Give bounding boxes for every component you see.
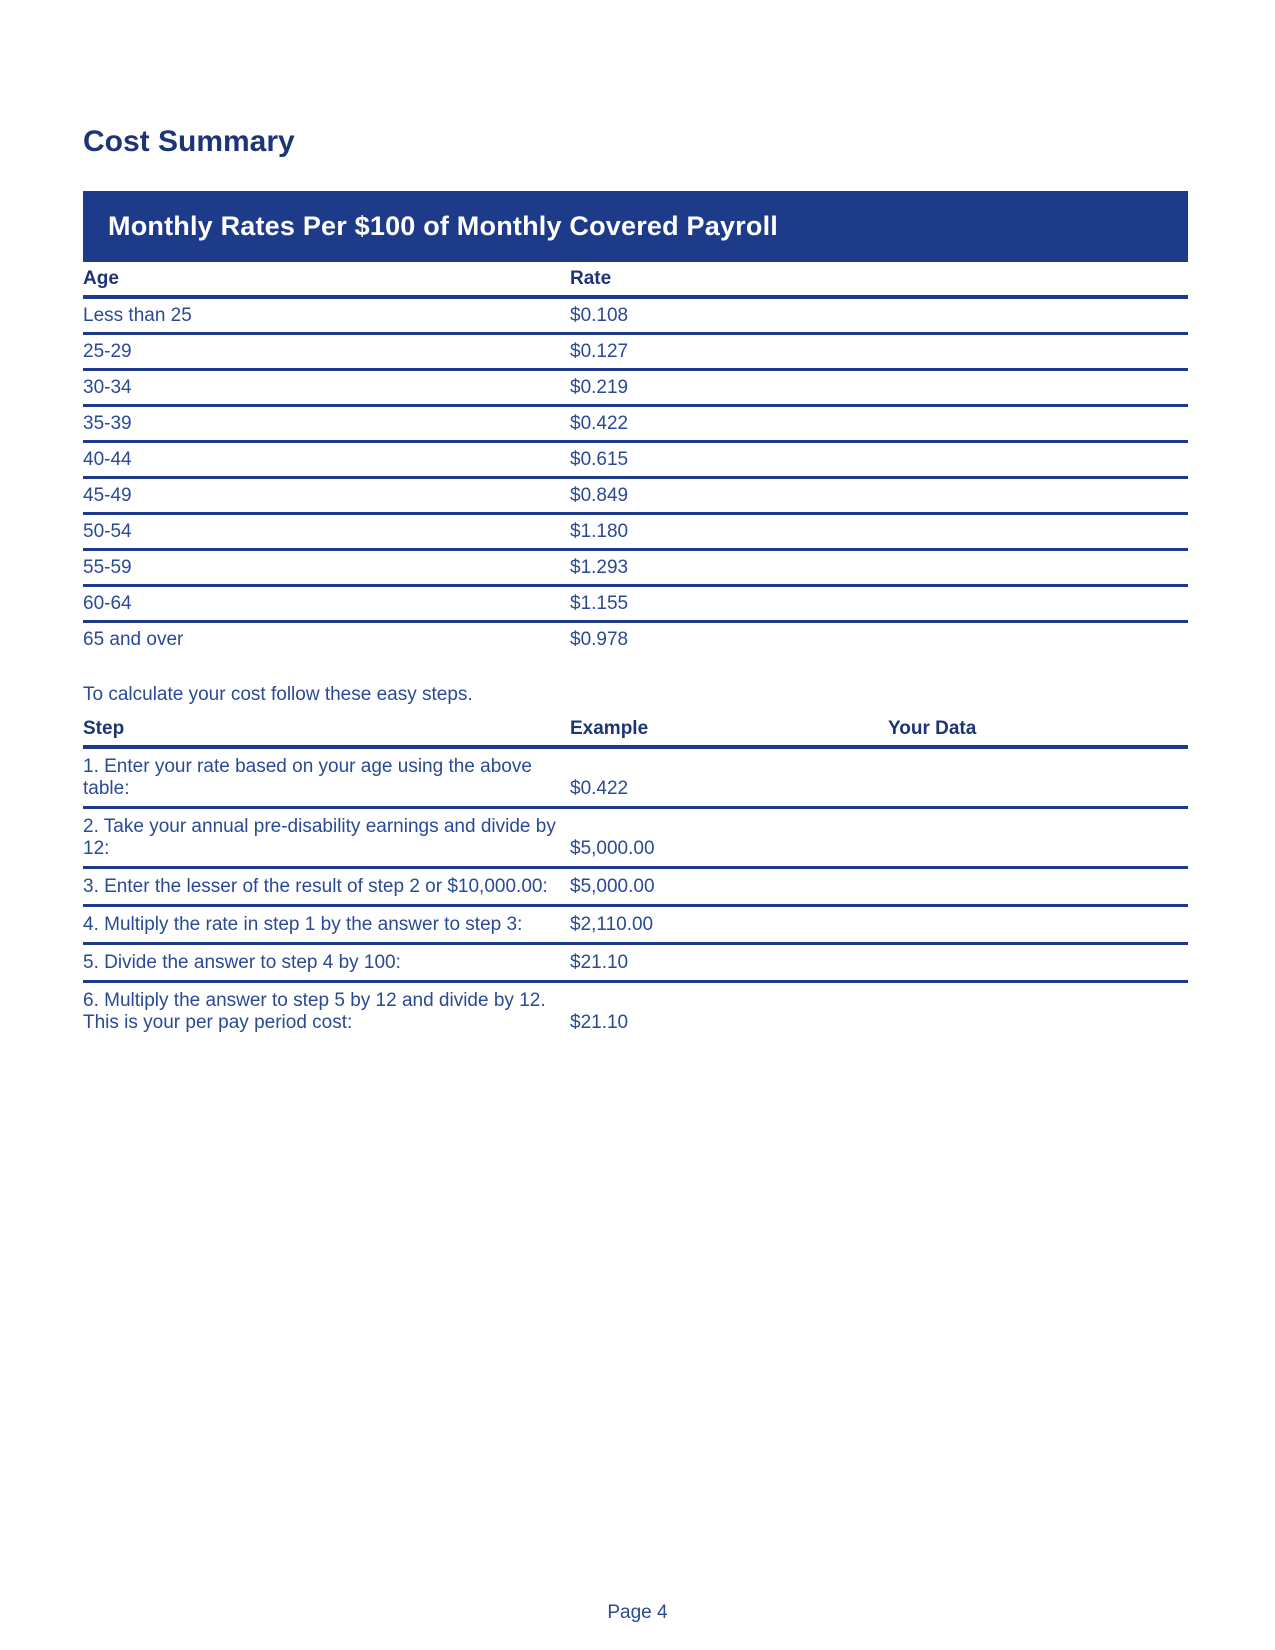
steps-header-row [83, 712, 1188, 747]
age-cell: 60-64 [83, 586, 570, 622]
rate-cell: $0.127 [570, 334, 1188, 370]
age-cell: 30-34 [83, 370, 570, 406]
steps-row [83, 982, 1188, 1041]
rates-row [83, 622, 1188, 657]
page-title: Cost Summary [83, 125, 295, 158]
rates-header-age: Age [83, 262, 570, 297]
steps-row [83, 747, 1188, 808]
rates-row [83, 442, 1188, 478]
rates-header-rate: Rate [570, 262, 1188, 297]
example-cell: $5,000.00 [570, 868, 888, 906]
age-cell: Less than 25 [83, 297, 570, 334]
rate-cell: $0.978 [570, 629, 629, 650]
rates-row [83, 297, 1188, 334]
rates-table [83, 262, 1188, 656]
rate-cell: $1.155 [570, 586, 1188, 622]
rate-cell: $0.219 [570, 370, 1188, 406]
example-cell: $21.10 [570, 944, 888, 982]
rates-row [83, 586, 1188, 622]
age-cell: 65 and over [83, 629, 184, 650]
your-data-cell [888, 944, 1188, 982]
your-data-cell [888, 808, 1188, 868]
rates-header-row [83, 262, 1188, 297]
rate-cell: $0.108 [570, 297, 1188, 334]
rate-cell: $1.180 [570, 514, 1188, 550]
steps-row [83, 944, 1188, 982]
rates-row [83, 478, 1188, 514]
age-cell: 40-44 [83, 442, 570, 478]
steps-row [83, 808, 1188, 868]
your-data-cell [888, 868, 1188, 906]
step-cell: 5. Divide the answer to step 4 by 100: [83, 944, 570, 982]
steps-row [83, 906, 1188, 944]
rates-banner [83, 191, 1188, 262]
steps-header-your-data: Your Data [888, 712, 1188, 747]
rates-row [83, 334, 1188, 370]
steps-header-step: Step [83, 712, 570, 747]
rate-cell: $0.422 [570, 406, 1188, 442]
age-cell: 25-29 [83, 334, 570, 370]
age-cell: 50-54 [83, 514, 570, 550]
example-cell: $5,000.00 [570, 808, 888, 868]
steps-row [83, 868, 1188, 906]
age-cell: 35-39 [83, 406, 570, 442]
rates-banner-title: Monthly Rates Per $100 of Monthly Covered Payroll [108, 211, 778, 241]
age-cell: 55-59 [83, 550, 570, 586]
your-data-cell [888, 747, 1188, 808]
example-cell: $21.10 [570, 1012, 629, 1033]
your-data-cell [888, 906, 1188, 944]
step-cell: 3. Enter the lesser of the result of step 2 or $10,000.00: [83, 868, 570, 906]
rate-cell: $1.293 [570, 550, 1188, 586]
rate-cell: $0.849 [570, 478, 1188, 514]
step-cell: 2. Take your annual pre-disability earnings and divide by 12: [83, 808, 570, 868]
your-data-cell [888, 982, 1188, 1041]
rate-cell: $0.615 [570, 442, 1188, 478]
age-cell: 45-49 [83, 478, 570, 514]
steps-intro-text: To calculate your cost follow these easy steps. [83, 684, 473, 705]
rates-row [83, 406, 1188, 442]
step-cell: 6. Multiply the answer to step 5 by 12 and divide by 12. This is your per pay period cost: [83, 990, 546, 1033]
steps-table [83, 712, 1188, 1040]
page-number: Page 4 [607, 1602, 668, 1623]
example-cell: $2,110.00 [570, 906, 888, 944]
step-cell: 4. Multiply the rate in step 1 by the answer to step 3: [83, 906, 570, 944]
rates-row [83, 550, 1188, 586]
steps-header-example: Example [570, 712, 888, 747]
rates-row [83, 514, 1188, 550]
example-cell: $0.422 [570, 747, 888, 808]
step-cell: 1. Enter your rate based on your age using the above table: [83, 747, 570, 808]
rates-row [83, 370, 1188, 406]
